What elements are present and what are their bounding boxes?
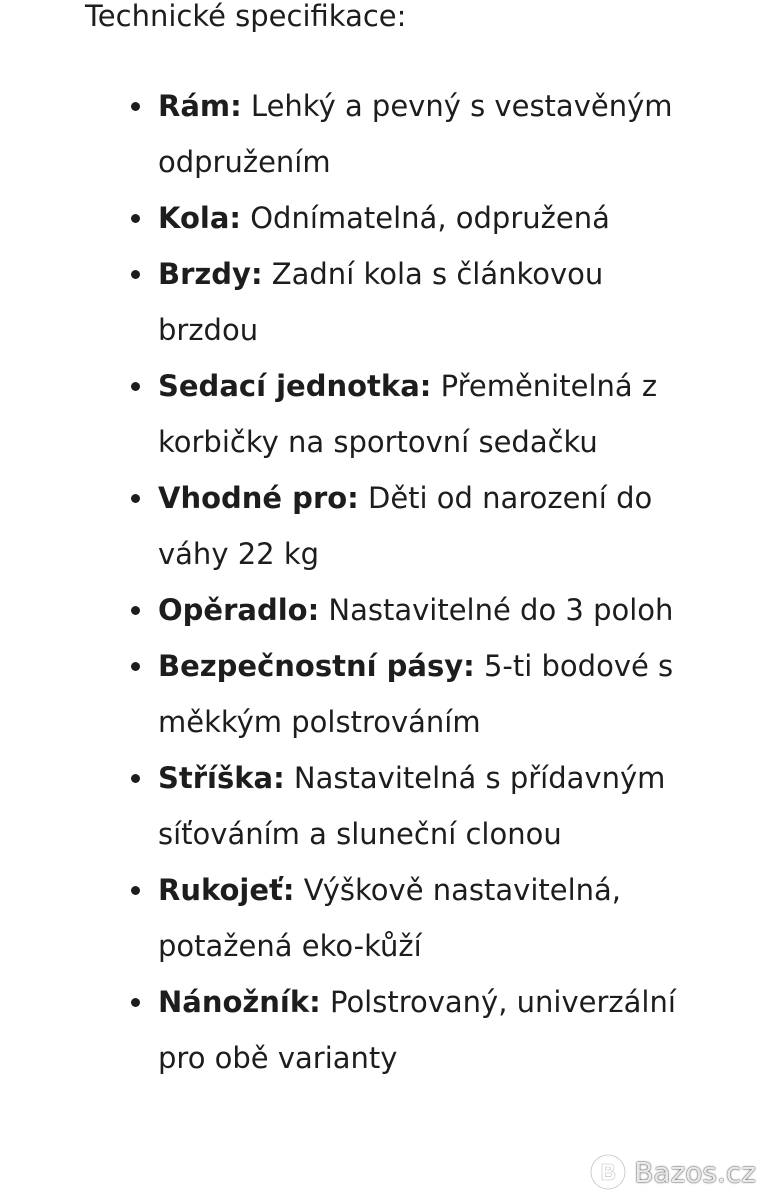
spec-label: Rám: xyxy=(158,89,242,123)
spec-list xyxy=(0,78,764,1086)
spec-item-rukojet xyxy=(0,862,764,974)
spec-label: Brzdy: xyxy=(158,257,263,291)
bullet-icon xyxy=(131,662,140,671)
spec-label: Bezpečnostní pásy: xyxy=(158,649,475,683)
bullet-icon xyxy=(131,270,140,279)
spec-text: Nastavitelné do 3 poloh xyxy=(319,593,674,627)
spec-item-striska xyxy=(0,750,764,862)
spec-label: Stříška: xyxy=(158,761,285,795)
bullet-icon xyxy=(131,606,140,615)
spec-item-operadlo xyxy=(0,582,764,638)
spec-text: Nastavitelná s přídavným síťováním a sluneční clonou xyxy=(158,761,666,851)
bazos-logo-icon xyxy=(588,1152,628,1192)
spec-text: Výškově nastavitelná, potažená eko-kůží xyxy=(158,873,622,963)
spec-item-sedaci-jednotka xyxy=(0,358,764,470)
spec-item-ram xyxy=(0,78,764,190)
bullet-icon xyxy=(131,382,140,391)
bullet-icon xyxy=(131,494,140,503)
spec-label: Rukojeť: xyxy=(158,873,295,907)
bullet-icon xyxy=(131,886,140,895)
spec-text: Polstrovaný, univerzální pro obě varianty xyxy=(158,985,676,1075)
spec-item-bezpecnostni-pasy xyxy=(0,638,764,750)
spec-label: Nánožník: xyxy=(158,985,321,1019)
bullet-icon xyxy=(131,102,140,111)
spec-item-brzdy xyxy=(0,246,764,358)
bullet-icon xyxy=(131,214,140,223)
watermark-text: Bazos.cz xyxy=(634,1155,756,1189)
section-heading: Technické specifikace: xyxy=(85,0,407,33)
bullet-icon xyxy=(131,998,140,1007)
spec-label: Sedací jednotka: xyxy=(158,369,432,403)
bazos-watermark xyxy=(588,1150,756,1194)
spec-label: Kola: xyxy=(158,201,241,235)
spec-text: 5-ti bodové s měkkým polstrováním xyxy=(158,649,674,739)
spec-item-kola xyxy=(0,190,764,246)
spec-label: Opěradlo: xyxy=(158,593,320,627)
spec-label: Vhodné pro: xyxy=(158,481,359,515)
spec-item-nanoznik xyxy=(0,974,764,1086)
bullet-icon xyxy=(131,774,140,783)
spec-text: Děti od narození do váhy 22 kg xyxy=(158,481,653,571)
spec-item-vhodne-pro xyxy=(0,470,764,582)
spec-text: Odnímatelná, odpružená xyxy=(241,201,610,235)
spec-text: Lehký a pevný s vestavěným odpružením xyxy=(158,89,673,179)
spec-text: Přeměnitelná z korbičky na sportovní sedačku xyxy=(158,369,658,459)
spec-text: Zadní kola s článkovou brzdou xyxy=(158,257,604,347)
